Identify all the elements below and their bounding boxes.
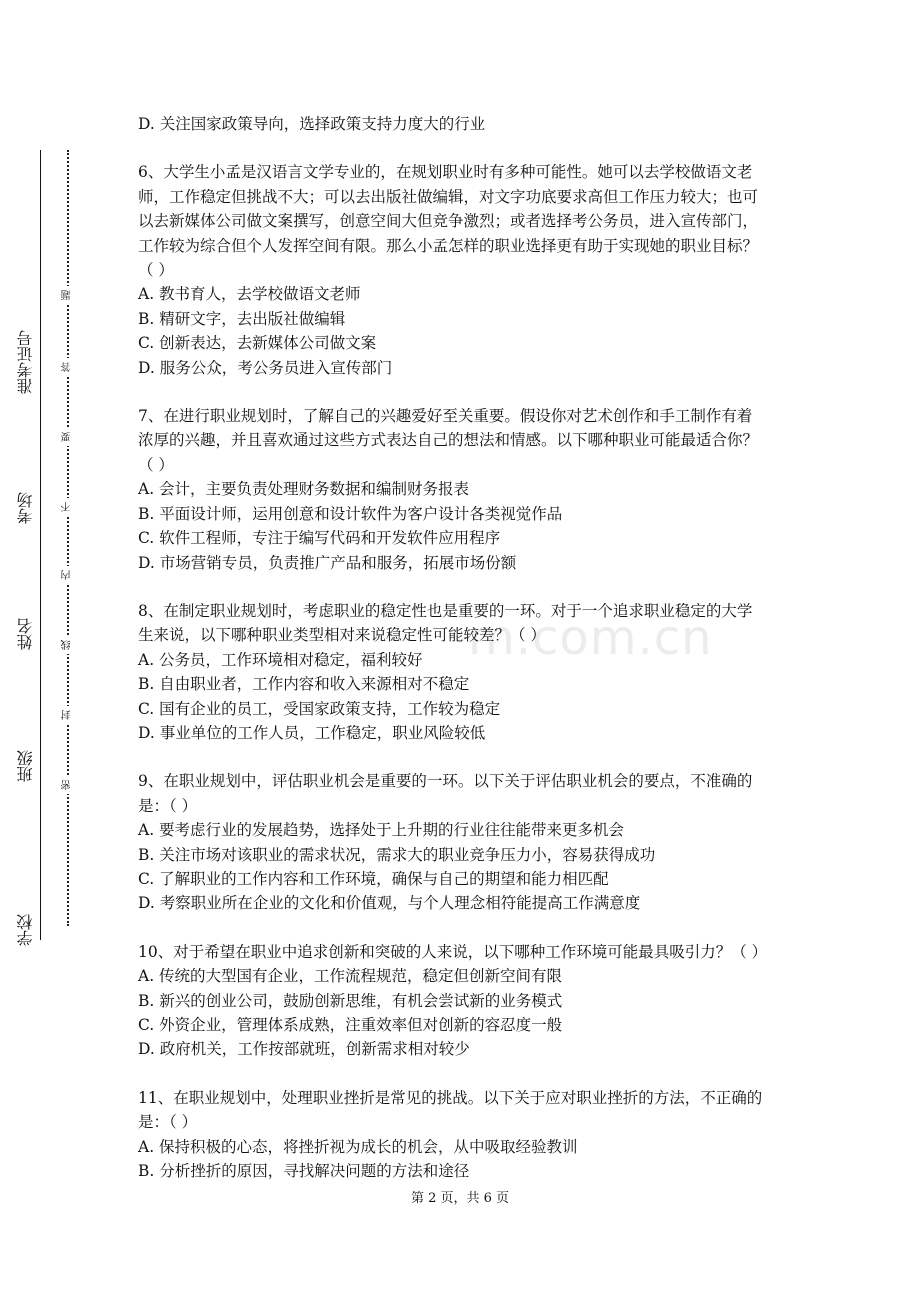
option-c: C. 外资企业，管理体系成熟，注重效率但对创新的容忍度一般 <box>138 1016 563 1034</box>
seal-char: 封 <box>59 706 77 724</box>
option-c: C. 软件工程师，专注于编写代码和开发软件应用程序 <box>138 529 501 548</box>
option-a: A. 教书育人，去学校做语文老师 <box>138 285 361 304</box>
option-a: A. 保持积极的心态，将挫折视为成长的机会，从中吸取经验教训 <box>138 1137 578 1156</box>
option-a: A. 公务员，工作环境相对稳定，福利较好 <box>138 650 423 669</box>
option-b: B. 新兴的创业公司，鼓励创新思维，有机会尝试新的业务模式 <box>138 991 563 1010</box>
option-c: C. 了解职业的工作内容和工作环境，确保与自己的期望和能力相匹配 <box>138 869 609 888</box>
school-label: 学校 <box>14 914 38 946</box>
question-11 <box>138 1086 790 1184</box>
question-stem-line: 师，工作稳定但挑战不大；可以去出版社做编辑，对文字功底要求高但工作压力较大；也可 <box>138 187 759 206</box>
option-a: A. 要考虑行业的发展趋势，选择处于上升期的行业往往能带来更多机会 <box>138 821 625 840</box>
option-a: A. 传统的大型国有企业，工作流程规范，稳定但创新空间有限 <box>138 967 563 986</box>
option-d: D. 服务公众，考公务员进入宣传部门 <box>138 358 393 377</box>
question-stem-line: 以去新媒体公司做文案撰写，创意空间大但竞争激烈；或者选择考公务员，进入宣传部门， <box>138 212 759 231</box>
seal-char: 内 <box>59 566 77 584</box>
option-d: D. 市场营销专员，负责推广产品和服务，拓展市场份额 <box>138 553 517 572</box>
answer-blank: （ ） <box>138 261 174 280</box>
option-d: D. 政府机关，工作按部就班，创新需求相对较少 <box>138 1040 470 1059</box>
question-stem-line: 8、在制定职业规划时，考虑职业的稳定性也是重要的一环。对于一个追求职业稳定的大学 <box>138 601 753 620</box>
name-label: 姓名 <box>14 618 38 650</box>
question-stem-line: 11、在职业规划中，处理职业挫折是常见的挑战。以下关于应对职业挫折的方法，不正确的 <box>138 1088 763 1107</box>
watermark: m.com.cn <box>468 610 713 666</box>
exam-content <box>138 112 790 1207</box>
option-a: A. 会计，主要负责处理财务数据和编制财务报表 <box>138 480 470 499</box>
page-footer: 第 2 页，共 6 页 <box>410 1191 510 1206</box>
question-9 <box>138 769 790 915</box>
seal-line <box>67 150 69 926</box>
question-8 <box>138 599 790 745</box>
seal-char: 答 <box>59 358 77 376</box>
option-d-q5: D. 关注国家政策导向，选择政策支持力度大的行业 <box>138 115 486 133</box>
option-d: D. 考察职业所在企业的文化和价值观，与个人理念相符能提高工作满意度 <box>138 894 641 913</box>
question-stem-line: 是：（ ） <box>138 1113 198 1132</box>
question-stem-line: 7、在进行职业规划时，了解自己的兴趣爱好至关重要。假设你对艺术创作和手工制作有着 <box>138 407 753 426</box>
question-10 <box>138 940 790 1062</box>
seal-char: 不 <box>59 498 77 516</box>
question-stem-line: 10、对于希望在职业中追求创新和突破的人来说，以下哪种工作环境可能最具吸引力？（ ） <box>138 942 768 961</box>
option-b: B. 分析挫折的原因，寻找解决问题的方法和途径 <box>138 1162 470 1181</box>
option-b: B. 平面设计师，运用创意和设计软件为客户设计各类视觉作品 <box>138 504 563 523</box>
question-stem-line: 6、大学生小孟是汉语言文学专业的，在规划职业时有多种可能性。她可以去学校做语文老 <box>138 163 753 182</box>
question-stem-line: 9、在职业规划中，评估职业机会是重要的一环。以下关于评估职业机会的要点，不准确的 <box>138 772 753 791</box>
question-stem-line: 浓厚的兴趣，并且喜欢通过这些方式表达自己的想法和情感。以下哪种职业可能最适合你？ <box>138 431 759 450</box>
answer-blank: （ ） <box>138 455 174 474</box>
question-stem-line: 是：（ ） <box>138 796 198 815</box>
seal-char: 线 <box>59 636 77 654</box>
option-b: B. 自由职业者，工作内容和收入来源相对不稳定 <box>138 675 470 694</box>
seal-char: 题 <box>59 286 77 304</box>
question-7 <box>138 404 790 575</box>
exam-number-label: 准考证号 <box>14 330 38 394</box>
question-stem-line: 生来说，以下哪种职业类型相对来说稳定性可能较差？（ ） <box>138 626 546 645</box>
question-stem-line: 工作较为综合但个人发挥空间有限。那么小孟怎样的职业选择更有助于实现她的职业目标？ <box>138 236 759 255</box>
question-6 <box>138 160 790 380</box>
option-d: D. 事业单位的工作人员，工作稳定，职业风险较低 <box>138 723 486 742</box>
option-c: C. 国有企业的员工，受国家政策支持，工作较为稳定 <box>138 699 501 718</box>
option-b: B. 关注市场对该职业的需求状况，需求大的职业竞争压力小，容易获得成功 <box>138 845 656 864</box>
seal-char: 密 <box>59 776 77 794</box>
option-b: B. 精研文字，去出版社做编辑 <box>138 309 346 328</box>
class-label: 班级 <box>14 750 38 782</box>
binding-margin <box>0 0 110 1302</box>
fill-in-line <box>40 150 41 940</box>
exam-room-label: 考场 <box>14 492 38 524</box>
option-c: C. 创新表达，去新媒体公司做文案 <box>138 334 377 353</box>
seal-char: 要 <box>59 428 77 446</box>
